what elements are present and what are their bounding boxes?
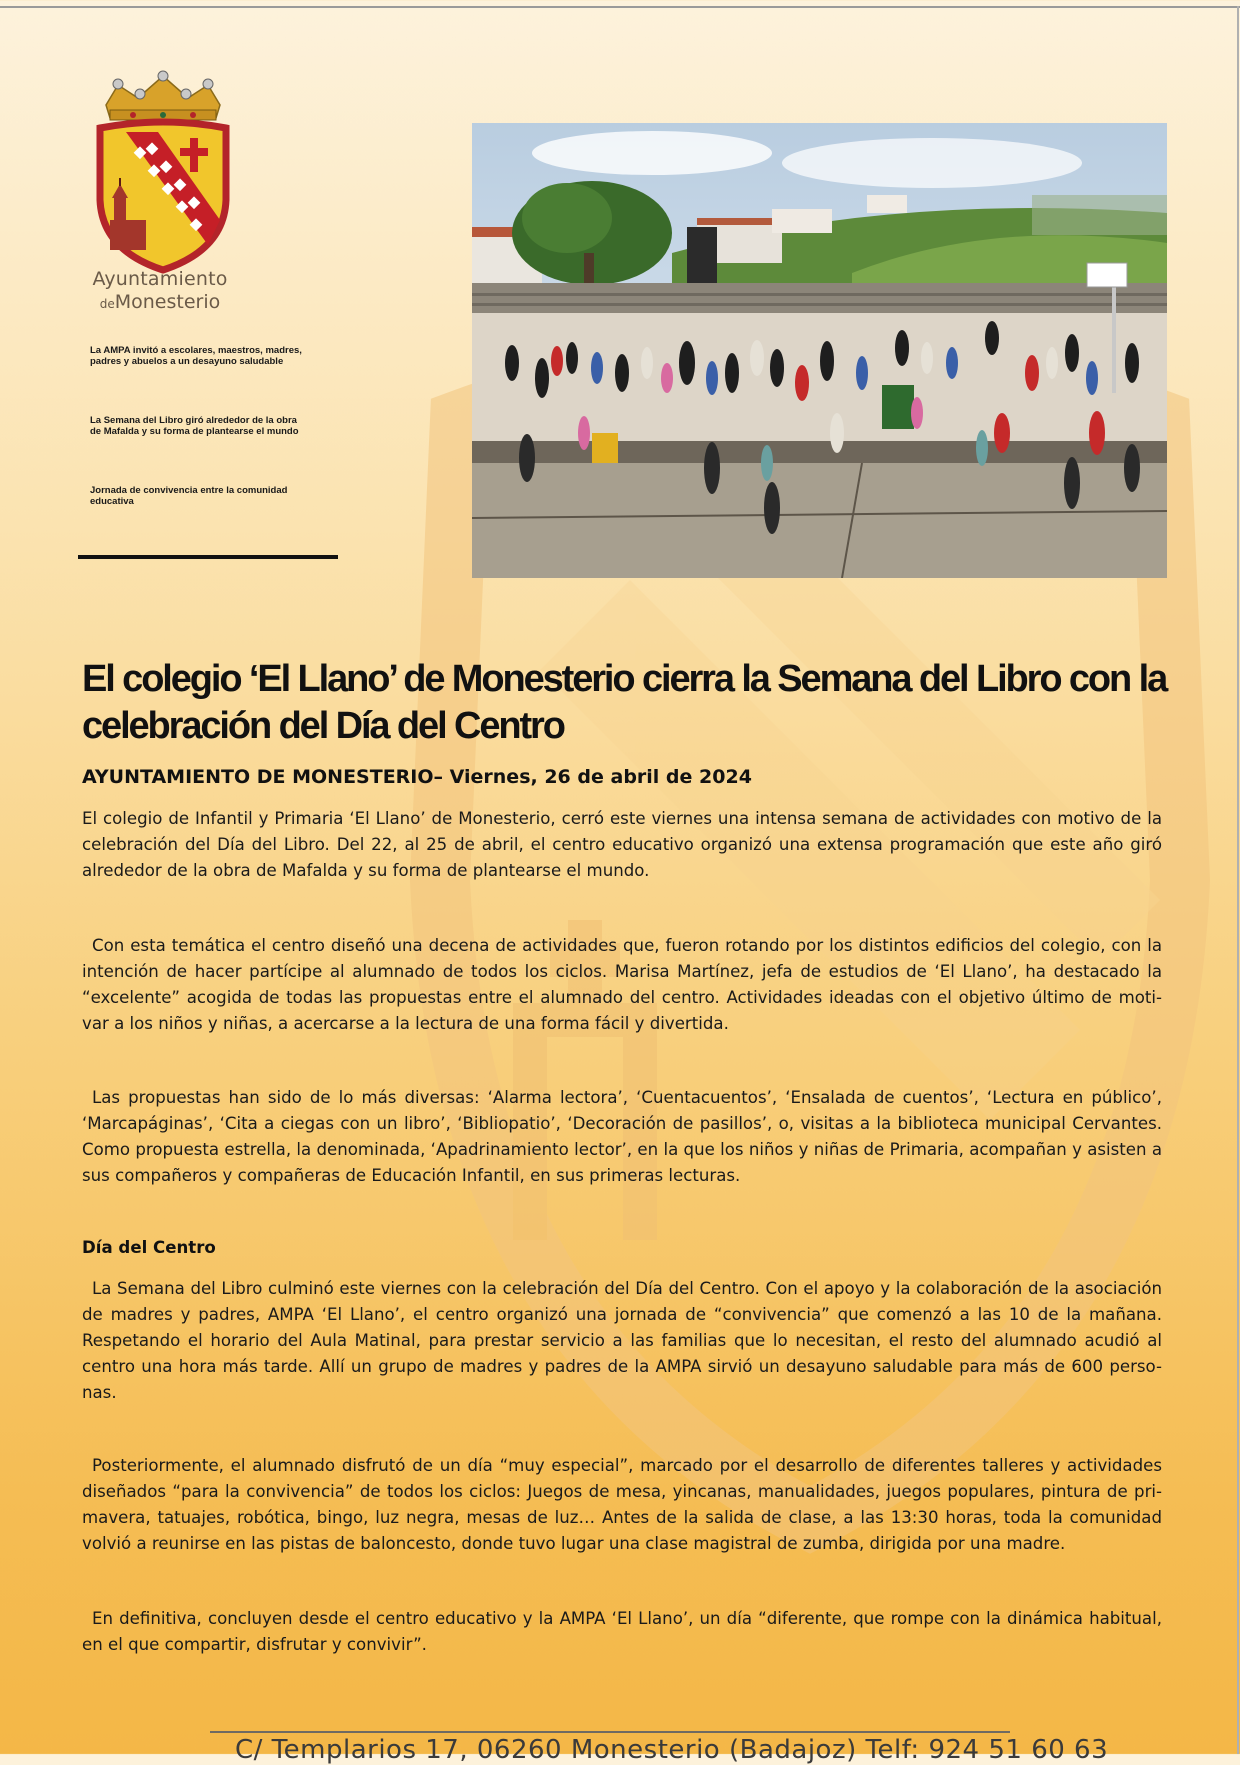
side-note-1: La AMPA invitó a escolares, maestros, madres, padres y abuelos a un desayuno saludable bbox=[90, 345, 302, 367]
logo-text-line1: Ayuntamiento bbox=[92, 268, 228, 290]
side-note-3: Jornada de convivencia entre la comunidad educativa bbox=[90, 485, 288, 507]
logo-text-name: Monesterio bbox=[114, 291, 221, 313]
logo-text-line2 bbox=[80, 291, 240, 313]
article-paragraph-5: Posteriormente, el alumnado disfrutó de un día “muy especial”, marcado por el desarrollo de diferentes talleres y actividades diseñados “para la convivencia” de todos los ciclos: Juegos de mesa, yincanas, manualidades, juegos populares, pintura de pri-mavera, tatuajes, robótica, bingo, luz negra, mesas de luz… Antes de la salida de clase, a las 13:30 horas, toda la comunidad volvió a reunirse en las pistas de baloncesto, donde tuvo lugar una clase magistral de zumba, dirigida por una madre. bbox=[82, 1456, 1162, 1553]
page-top-border bbox=[0, 6, 1240, 8]
article-paragraph-1: El colegio de Infantil y Primaria ‘El Llano’ de Monesterio, cerró este viernes una intensa semana de actividades con motivo de la celebración del Día del Libro. Del 22, al 25 de abril, el centro educativo organizó una extensa programación que este año giró alrededor de la obra de Mafalda y su forma de plantearse el mundo. bbox=[82, 809, 1162, 880]
logo-text-prefix: de bbox=[99, 297, 115, 311]
article-headline: El colegio ‘El Llano’ de Monesterio cierra la Semana del Libro con la celebración del Día del Centro bbox=[82, 658, 1167, 747]
side-divider bbox=[78, 555, 338, 559]
side-note-2: La Semana del Libro giró alrededor de la obra de Mafalda y su forma de plantearse el mundo bbox=[90, 415, 299, 437]
article-paragraph-6: En definitiva, concluyen desde el centro educativo y la AMPA ‘El Llano’, un día “diferente, que rompe con la dinámica habitual, en el que compartir, disfrutar y convivir”. bbox=[82, 1609, 1162, 1654]
article-paragraph-2: Con esta temática el centro diseñó una decena de actividades que, fueron rotando por los distintos edificios del colegio, con la intención de hacer partícipe al alumnado de todos los ciclos. Marisa Martínez, jefa de estudios de ‘El Llano’, ha destacado la “excelente” acogida de todas las propuestas entre el alumnado del centro. Actividades ideadas con el objetivo último de moti-var a los niños y niñas, a acercarse a la lectura de una forma fácil y divertida. bbox=[82, 936, 1162, 1033]
footer-address: C/ Templarios 17, 06260 Monesterio (Badajoz) Telf: 924 51 60 63 bbox=[235, 1735, 1109, 1765]
footer-divider bbox=[210, 1731, 1010, 1733]
article-dateline: AYUNTAMIENTO DE MONESTERIO– Viernes, 26 de abril de 2024 bbox=[82, 766, 752, 788]
schoolyard-photo bbox=[472, 123, 1167, 578]
article-paragraph-4: La Semana del Libro culminó este viernes con la celebración del Día del Centro. Con el apoyo y la colaboración de la asociación de madres y padres, AMPA ‘El Llano’, el centro organizó una jornada de “convivencia” que comenzó a las 10 de la mañana. Respetando el horario del Aula Matinal, para prestar servicio a las familias que lo necesitan, el resto del alumnado acudió al centro una hora más tarde. Allí un grupo de madres y padres de la AMPA sirvió un desayuno saludable para más de 600 perso-nas. bbox=[82, 1279, 1162, 1402]
article-paragraph-3: Las propuestas han sido de lo más diversas: ‘Alarma lectora’, ‘Cuentacuentos’, ‘Ensalada de cuentos’, ‘Lectura en público’, ‘Marcapáginas’, ‘Cita a ciegas con un libro’, ‘Bibliopatio’, ‘Decoración de pasillos’, o, visitas a la biblioteca municipal Cervantes. Como propuesta estrella, la denominada, ‘Apadrinamiento lector’, en la que los niños y niñas de Primaria, acompañan y asisten a sus compañeros y compañeras de Educación Infantil, en sus primeras lecturas. bbox=[82, 1088, 1162, 1185]
article-subheading: Día del Centro bbox=[82, 1238, 216, 1257]
